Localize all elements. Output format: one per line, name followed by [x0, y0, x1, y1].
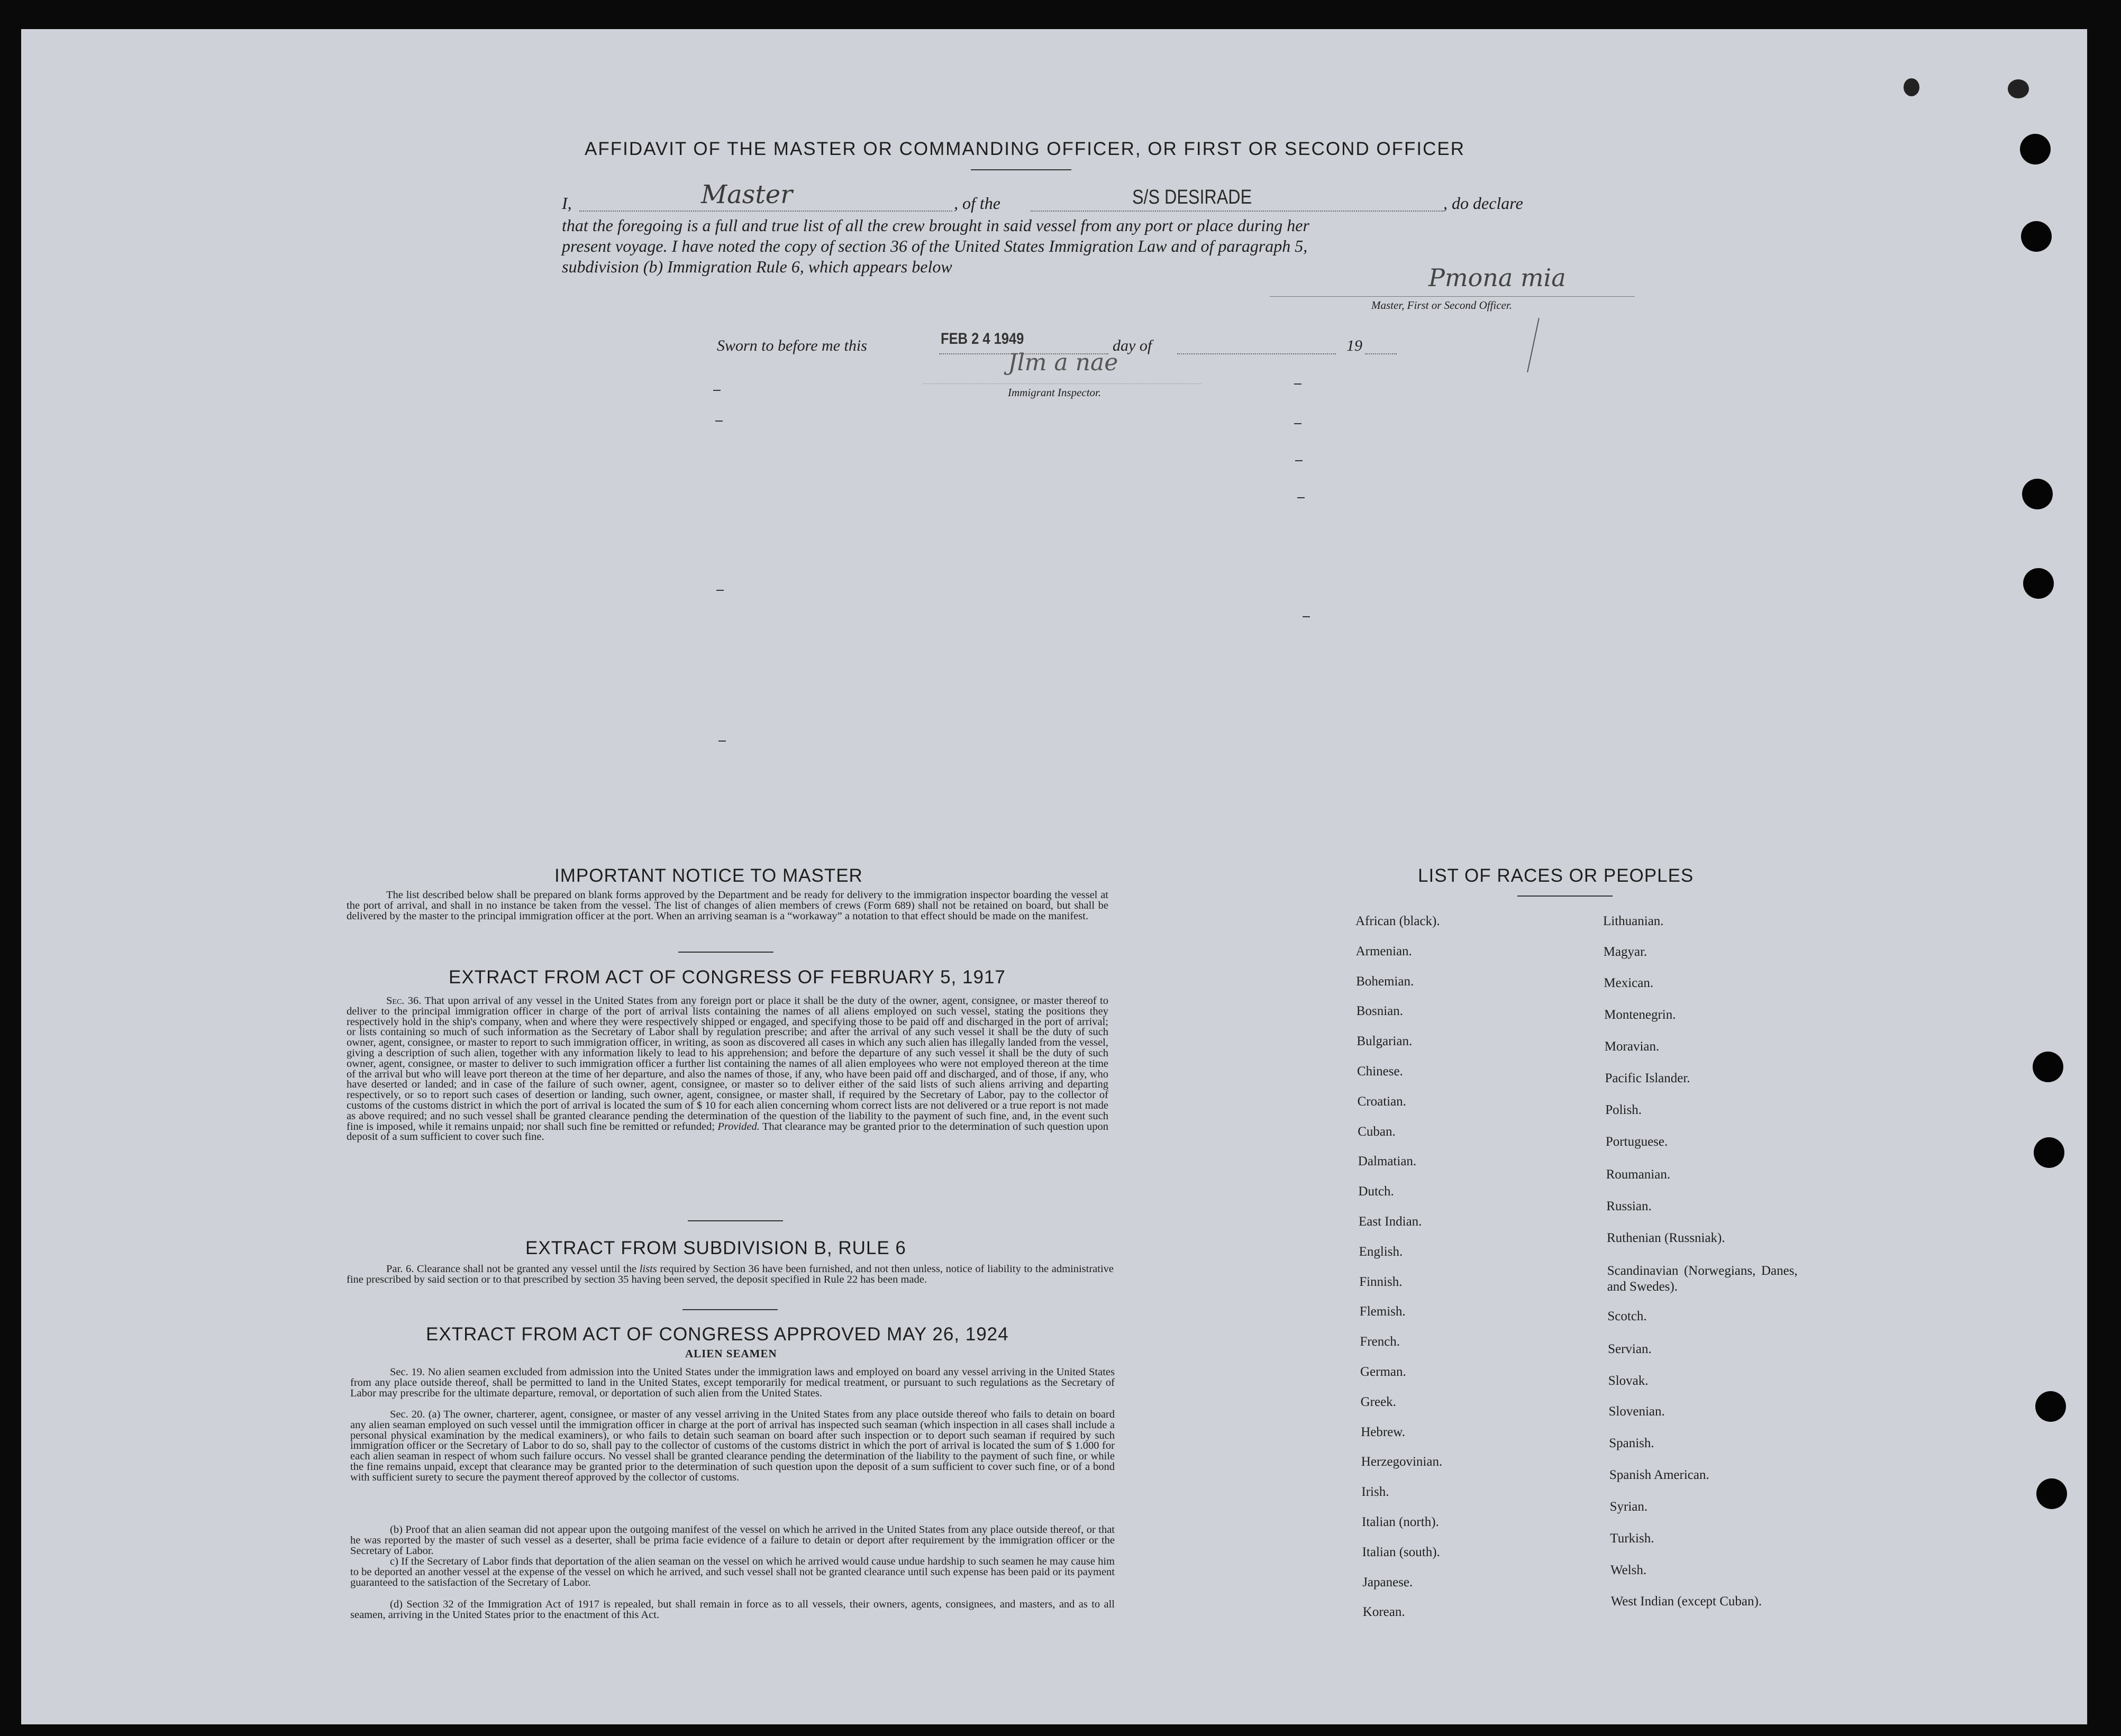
ink-speck: [2008, 79, 2029, 98]
race-item: Servian.: [1608, 1342, 1652, 1356]
race-item: Croatian.: [1357, 1094, 1406, 1109]
sec-36-text: That upon arrival of any vessel in the United States from any foreign port or place it shall be the duty of the owner, agent, consignee, or master thereof to deliver to the principal immigration officer in charge of the port of arrival lists containing the names of all aliens employed on such vessel, stating the positions they respectively hold in the ship's company, when and where they were respectively shipped or engaged, and specifying those to be paid off and discharged in the port of arrival; or lists containing so much of such information as the Secretary of Labor shall by regulation prescribe; and after the arrival of any such vessel it shall be the duty of such owner, agent, consignee, or master to report to such immigration officer, in writing, as soon as discovered all cases in which any such alien has illegally landed from the vessel, giving a description of such alien, together with any information likely to lead to his apprehension; and before the departure of any such vessel it shall be the duty of such owner, agent, consignee, or master to deliver to such immigration officer a further list containing the names of all alien employees who were not employed thereon at the time of the arrival but who will leave port thereon at the time of her departure, and also the names of those, if any, who have been paid off and discharged, and of those, if any, who have deserted or landed; and in case of the failure of such owner, agent, consignee, or master so to deliver either of the said lists of such aliens arriving and departing respectively, or so to report such cases of desertion or landing, such owner, agent, consignee, or master shall, if required by the Secretary of Labor, pay to the collector of customs of the customs district in which the port of arrival is located the sum of $ 10 for each alien concerning whom correct lists are not delivered or a true report is not made as above required; and no such vessel shall be granted clearance pending the determination of the question of the liability to the payment of such fine, and, in the event such fine is imposed, while it remains unpaid; nor shall such fine be remitted or refunded;: [347, 995, 1108, 1132]
section-divider: [688, 1220, 783, 1221]
extract-rule6-title: EXTRACT FROM SUBDIVISION B, RULE 6: [525, 1238, 906, 1258]
races-underline: [1517, 896, 1613, 897]
race-item: Irish.: [1361, 1485, 1389, 1500]
extract-rule6-body: [347, 1264, 1114, 1285]
master-line: [579, 211, 952, 212]
race-item: Dutch.: [1358, 1184, 1394, 1199]
master-signature-line: [1270, 296, 1635, 297]
of-the-text: , of the: [954, 194, 1000, 213]
lists-word: lists: [639, 1263, 657, 1275]
race-item: East Indian.: [1359, 1214, 1422, 1229]
race-item: Scandinavian (Norwegians, Danes, and Swedes).: [1607, 1264, 1798, 1294]
notice-title: IMPORTANT NOTICE TO MASTER: [554, 865, 863, 886]
master-signature: Pmona mia: [1428, 263, 1566, 292]
day-of-text: day of: [1113, 337, 1152, 354]
race-item: German.: [1360, 1365, 1406, 1379]
extract-1924-title: EXTRACT FROM ACT OF CONGRESS APPROVED MAY 26, 1924: [426, 1324, 1009, 1345]
master-handwritten: Master: [701, 180, 793, 209]
margin-dash: [716, 590, 724, 591]
race-item: Herzegovinian.: [1361, 1455, 1443, 1469]
race-item: Roumanian.: [1606, 1167, 1671, 1182]
race-item: Korean.: [1362, 1605, 1405, 1620]
race-item: Lithuanian.: [1603, 914, 1664, 928]
race-item: Ruthenian (Russniak).: [1607, 1231, 1725, 1245]
sec-20d-body: (d) Section 32 of the Immigration Act of 1917 is repealed, but shall remain in force as to all vessels, their owners, agents, consignees, and masters, and as to all seamen, arriving in the United States prior to the enactment of this Act.: [350, 1598, 1115, 1621]
binder-hole: [2033, 1052, 2063, 1082]
extract-1917-title: EXTRACT FROM ACT OF CONGRESS OF FEBRUARY 5, 1917: [449, 967, 1006, 988]
sworn-text: Sworn to before me this: [717, 337, 867, 354]
margin-dash: [1294, 383, 1301, 385]
sec-36-label: Sec. 36.: [386, 995, 422, 1007]
notice-body: The list described below shall be prepared on blank forms approved by the Department and be ready for delivery to the immigration inspector boarding the vessel at the port of arrival, and shall in no instance be taken from the vessel. The list of changes of alien members of crews (Form 689) shall not be retained on board, but shall be delivered by the master to the principal immigration officer at the port. When an arriving seaman is a “workaway” a notation to that effect should be made on the manifest.: [347, 889, 1108, 922]
margin-dash: [1303, 616, 1310, 617]
race-item: Hebrew.: [1361, 1424, 1405, 1439]
sec-20c-body: c) If the Secretary of Labor finds that deportation of the alien seaman on the vessel on which he arrived would cause undue hardship to such seamen he may cause him to be deported an another vessel at the expense of the vessel on which he arrived, and such vessel shall not be granted clearance until such expense has been paid or its payment guaranteed to the satisfaction of the Secretary of Labor.: [350, 1556, 1115, 1588]
binder-hole: [2036, 1478, 2067, 1509]
extract-1917-body: [347, 996, 1108, 1143]
race-item: Slovak.: [1608, 1374, 1649, 1388]
sec-36-tail: That clearance may be granted prior to the determination of such question upon deposit of a sum sufficient to cover such fine.: [347, 1120, 1109, 1143]
binder-hole: [2020, 134, 2051, 165]
binder-hole: [2034, 1137, 2064, 1168]
margin-dash: [1297, 497, 1305, 498]
race-item: English.: [1359, 1244, 1403, 1259]
binder-hole: [2035, 1391, 2066, 1422]
margin-dash: [1294, 423, 1301, 424]
year-prefix: 19: [1346, 337, 1362, 354]
date-stamp: FEB 2 4 1949: [941, 330, 1024, 348]
races-title: LIST OF RACES OR PEOPLES: [1418, 865, 1694, 886]
race-item: Syrian.: [1609, 1500, 1648, 1514]
race-item: Magyar.: [1603, 945, 1647, 959]
affidavit-line-4: subdivision (b) Immigration Rule 6, which appears below: [562, 257, 952, 276]
race-item: Pacific Islander.: [1605, 1071, 1690, 1085]
affidavit-i: I,: [562, 194, 572, 213]
race-item: Montenegrin.: [1604, 1008, 1676, 1022]
race-item: Italian (north).: [1362, 1515, 1439, 1529]
race-item: Dalmatian.: [1358, 1154, 1417, 1169]
alien-seamen-subtitle: ALIEN SEAMEN: [685, 1347, 777, 1360]
sec-20b-body: (b) Proof that an alien seaman did not appear upon the outgoing manifest of the vessel on which he arrived in the United States from any place outside thereof, or that he was reported by the master of such vessel as a deserter, shall be prima facie evidence of a failure to detain or deport after requirement by the immigration officer or the Secretary of Labor.: [350, 1524, 1115, 1557]
vessel-line: [1031, 211, 1443, 212]
year-line: [1365, 353, 1397, 354]
section-divider: [678, 952, 773, 953]
margin-dash: [1295, 460, 1303, 461]
race-item: Bohemian.: [1356, 974, 1414, 989]
race-item: Italian (south).: [1362, 1545, 1440, 1559]
affidavit-line-3: present voyage. I have noted the copy of section 36 of the United States Immigration Law and of paragraph 5,: [562, 236, 1308, 255]
race-item: Cuban.: [1358, 1124, 1396, 1139]
binder-hole: [2023, 568, 2054, 599]
margin-dash: [713, 390, 721, 391]
inspector-signature: Jlm a nae: [1008, 349, 1118, 376]
rule6-lead: Par. 6. Clearance shall not be granted any vessel until the: [386, 1263, 637, 1275]
race-item: Flemish.: [1359, 1304, 1406, 1319]
race-item: Spanish.: [1609, 1436, 1654, 1450]
race-item: Bosnian.: [1356, 1004, 1403, 1019]
binder-hole: [2022, 479, 2053, 509]
race-item: Russian.: [1606, 1199, 1652, 1213]
inspector-line: [923, 383, 1201, 384]
race-item: Greek.: [1360, 1394, 1396, 1409]
section-divider: [682, 1309, 778, 1310]
title-underline: [971, 169, 1071, 170]
race-item: West Indian (except Cuban).: [1610, 1594, 1762, 1609]
race-item: Mexican.: [1604, 976, 1654, 990]
ink-speck: [1904, 78, 1919, 96]
race-item: Portuguese.: [1605, 1135, 1668, 1149]
provided-word: Provided.: [717, 1120, 760, 1132]
vessel-name: S/S DESIRADE: [1132, 186, 1252, 208]
master-caption: Master, First or Second Officer.: [1371, 299, 1512, 312]
race-item: Welsh.: [1610, 1563, 1647, 1577]
race-item: Japanese.: [1362, 1575, 1413, 1589]
do-declare-text: , do declare: [1443, 194, 1523, 213]
rule6-text: required by Section 36 have been furnished, and not then unless, notice of liability to the administrative fine prescribed by said section or to that prescribed by section 35 having been served, the deposit specified in Rule 22 has been made.: [347, 1263, 1114, 1285]
race-item: Slovenian.: [1608, 1404, 1665, 1419]
margin-dash: [715, 421, 723, 422]
inspector-caption: Immigrant Inspector.: [1008, 386, 1102, 399]
race-item: Finnish.: [1359, 1274, 1403, 1289]
affidavit-line-2: that the foregoing is a full and true list of all the crew brought in said vessel from any port or place during her: [562, 216, 1309, 235]
binder-hole: [2021, 221, 2052, 252]
sec-19-body: Sec. 19. No alien seamen excluded from admission into the United States under the immigration laws and employed on board any vessel arriving in the United States from any place outside thereof, shall be permitted to land in the United States, except temporarily for medical treatment, or pursuant to such regulations as the Secretary of Labor may prescribe for the ultimate departure, removal, or deportation of such alien from the United States.: [350, 1366, 1115, 1399]
race-item: African (black).: [1355, 914, 1440, 928]
race-item: Armenian.: [1355, 944, 1412, 958]
sec-20a-body: Sec. 20. (a) The owner, charterer, agent, consignee, or master of any vessel arriving in the United States from any place outside thereof who fails to detain on board any alien seaman employed on such vessel until the immigration officer in charge at the port of arrival has inspected such seaman (which inspection in all cases shall include a personal physical examination by the medical examiners), or who fails to detain such seaman on board after such inspection or to deport such seaman if required by such immigration officer or the Secretary of Labor to do so, shall pay to the collector of customs of the customs district in which the port of arrival is located the sum of $ 1.000 for each alien seaman in respect of whom such failure occurs. No vessel shall be granted clearance pending the determination of the liability to the payment of such fine, or while the fine remains unpaid, except that clearance may be granted prior to the determination of such question upon the deposit of a sum sufficient to cover such fine, or of a bond with sufficient surety to secure the payment thereof approved by the collector of customs.: [350, 1409, 1115, 1483]
race-item: Spanish American.: [1609, 1468, 1709, 1482]
race-item: Turkish.: [1610, 1531, 1654, 1546]
affidavit-title: AFFIDAVIT OF THE MASTER OR COMMANDING OFFICER, OR FIRST OR SECOND OFFICER: [585, 139, 1465, 159]
race-item: Bulgarian.: [1357, 1034, 1413, 1049]
race-item: Scotch.: [1607, 1309, 1647, 1323]
race-item: Chinese.: [1357, 1064, 1403, 1079]
race-item: Polish.: [1605, 1103, 1642, 1117]
race-item: French.: [1360, 1335, 1400, 1349]
month-line: [1177, 353, 1336, 354]
race-item: Moravian.: [1604, 1039, 1660, 1054]
margin-dash: [718, 741, 726, 742]
